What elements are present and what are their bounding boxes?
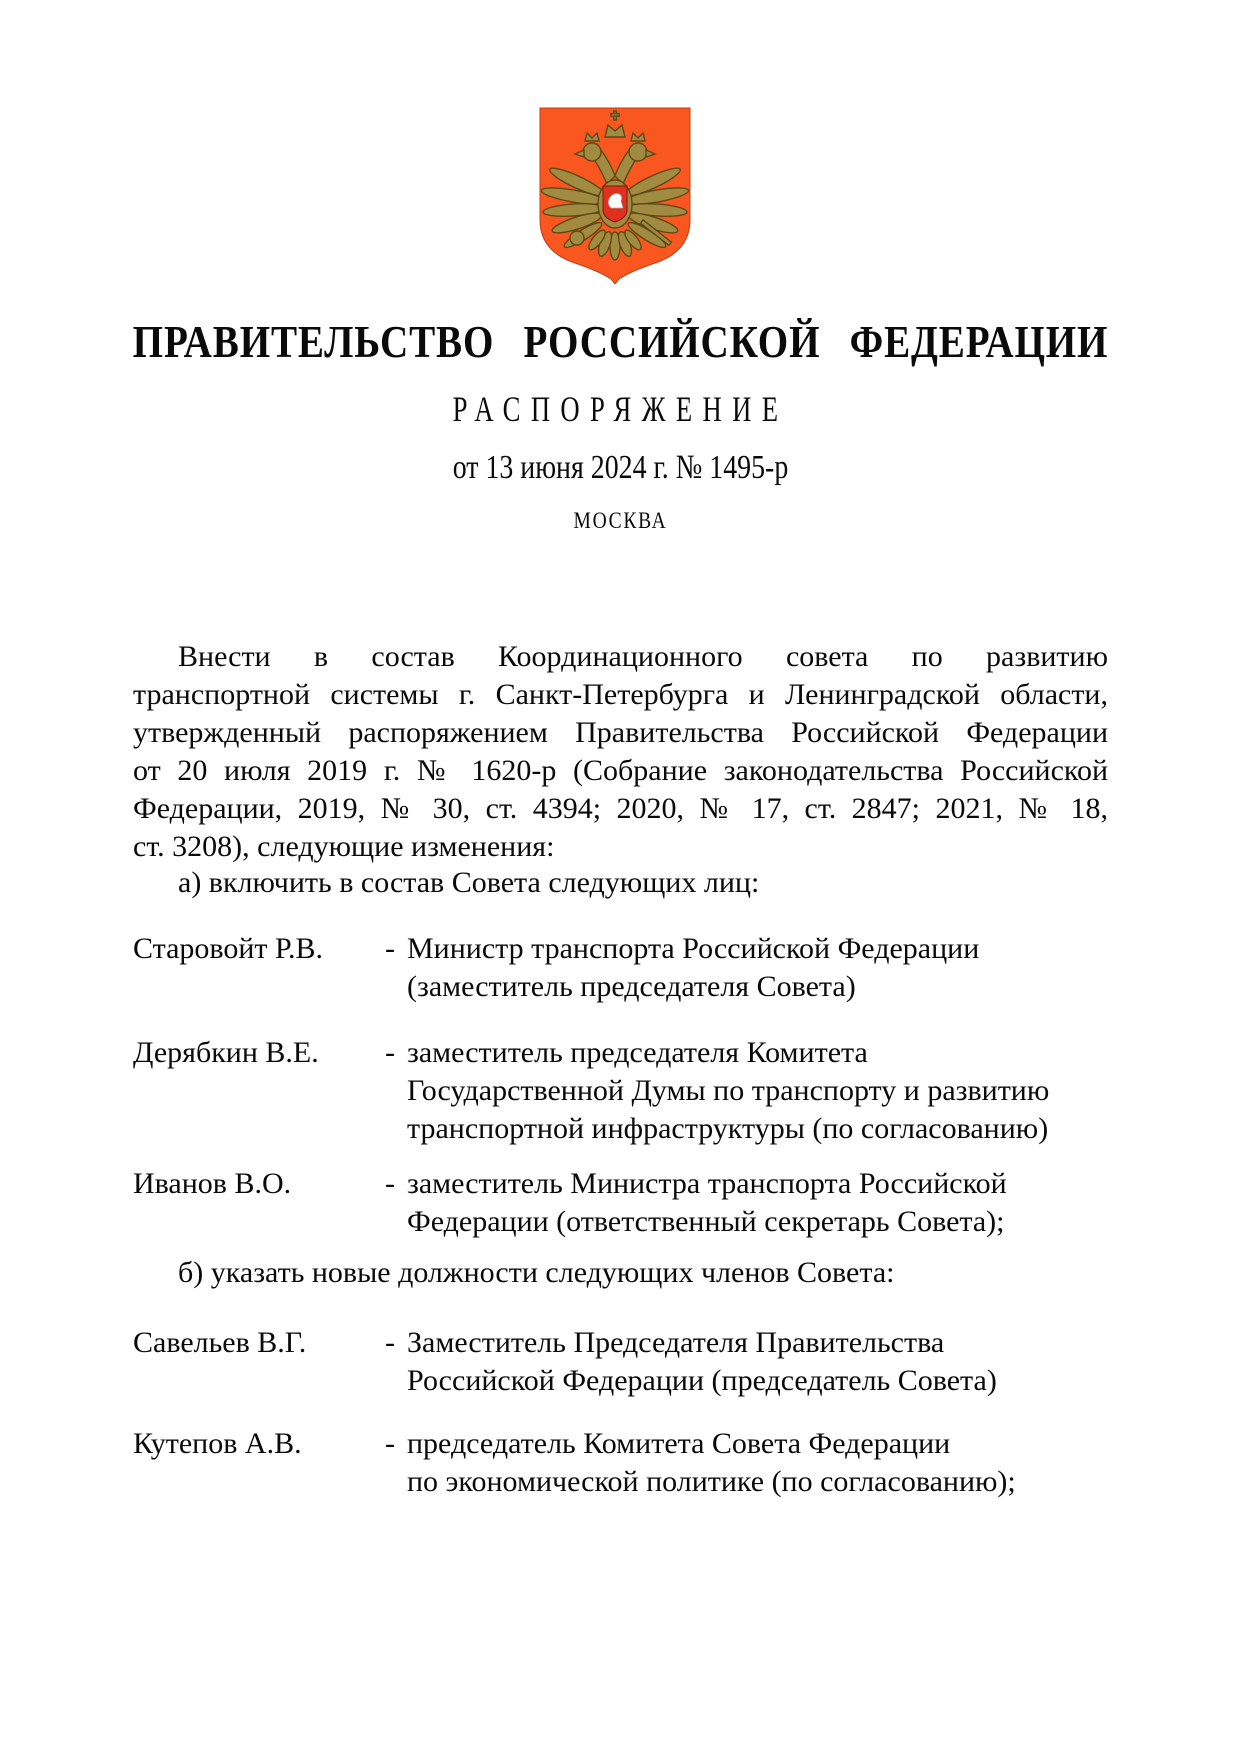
subitem-b-line: б) указать новые должности следующих членов Совета: [178, 1256, 895, 1289]
member-position [407, 1165, 1127, 1241]
position-line: транспортной инфраструктуры (по согласованию) [407, 1112, 1049, 1145]
paragraph-line: утвержденный распоряжением Правительства Российской Федерации [133, 716, 1108, 749]
member-position [407, 930, 1127, 1006]
russia-coat-of-arms-icon [535, 104, 695, 284]
position-line: заместитель Министра транспорта Российской [407, 1167, 1007, 1200]
position-line: Федерации (ответственный секретарь Совета); [407, 1205, 1005, 1238]
position-line: Министр транспорта Российской Федерации [407, 932, 980, 965]
dash-separator: - [385, 932, 395, 965]
paragraph-line: Федерации, 2019, № 30, ст. 4394; 2020, № 17, ст. 2847; 2021, № 18, [133, 792, 1108, 825]
city-label: МОСКВА [573, 508, 668, 533]
member-name: Дерябкин В.Е. [133, 1036, 319, 1069]
position-line: Заместитель Председателя Правительства [407, 1326, 945, 1359]
document-type-label: РАСПОРЯЖЕНИЕ [452, 389, 789, 429]
dash-separator: - [385, 1427, 395, 1460]
member-position [407, 1425, 1127, 1501]
government-title: ПРАВИТЕЛЬСТВО РОССИЙСКОЙ ФЕДЕРАЦИИ [132, 316, 1109, 367]
position-line: Российской Федерации (председатель Совета) [407, 1364, 997, 1397]
dash-separator: - [385, 1167, 395, 1200]
position-line: председатель Комитета Совета Федерации [407, 1427, 951, 1460]
dash-separator: - [385, 1036, 395, 1069]
dash-separator: - [385, 1326, 395, 1359]
member-position [407, 1324, 1127, 1400]
member-name: Савельев В.Г. [133, 1326, 307, 1359]
paragraph-line: Внести в состав Координационного совета по развитию [178, 640, 1108, 673]
member-name: Кутепов А.В. [133, 1427, 302, 1460]
position-line: (заместитель председателя Совета) [407, 970, 856, 1003]
member-name: Старовойт Р.В. [133, 932, 323, 965]
paragraph-line: ст. 3208), следующие изменения: [133, 830, 555, 863]
position-line: Государственной Думы по транспорту и развитию [407, 1074, 1050, 1107]
intro-paragraph [133, 638, 1108, 866]
position-line: по экономической политике (по согласованию); [407, 1465, 1016, 1498]
date-number-line: от 13 июня 2024 г. № 1495-р [452, 449, 789, 486]
paragraph-line: от 20 июля 2019 г. № 1620-р (Собрание законодательства Российской [133, 754, 1108, 787]
paragraph-line: транспортной системы г. Санкт-Петербурга и Ленинградской области, [133, 678, 1108, 711]
position-line: заместитель председателя Комитета [407, 1036, 868, 1069]
member-position [407, 1034, 1127, 1148]
subitem-a-line: а) включить в состав Совета следующих лиц: [178, 866, 760, 899]
member-name: Иванов В.О. [133, 1167, 292, 1200]
